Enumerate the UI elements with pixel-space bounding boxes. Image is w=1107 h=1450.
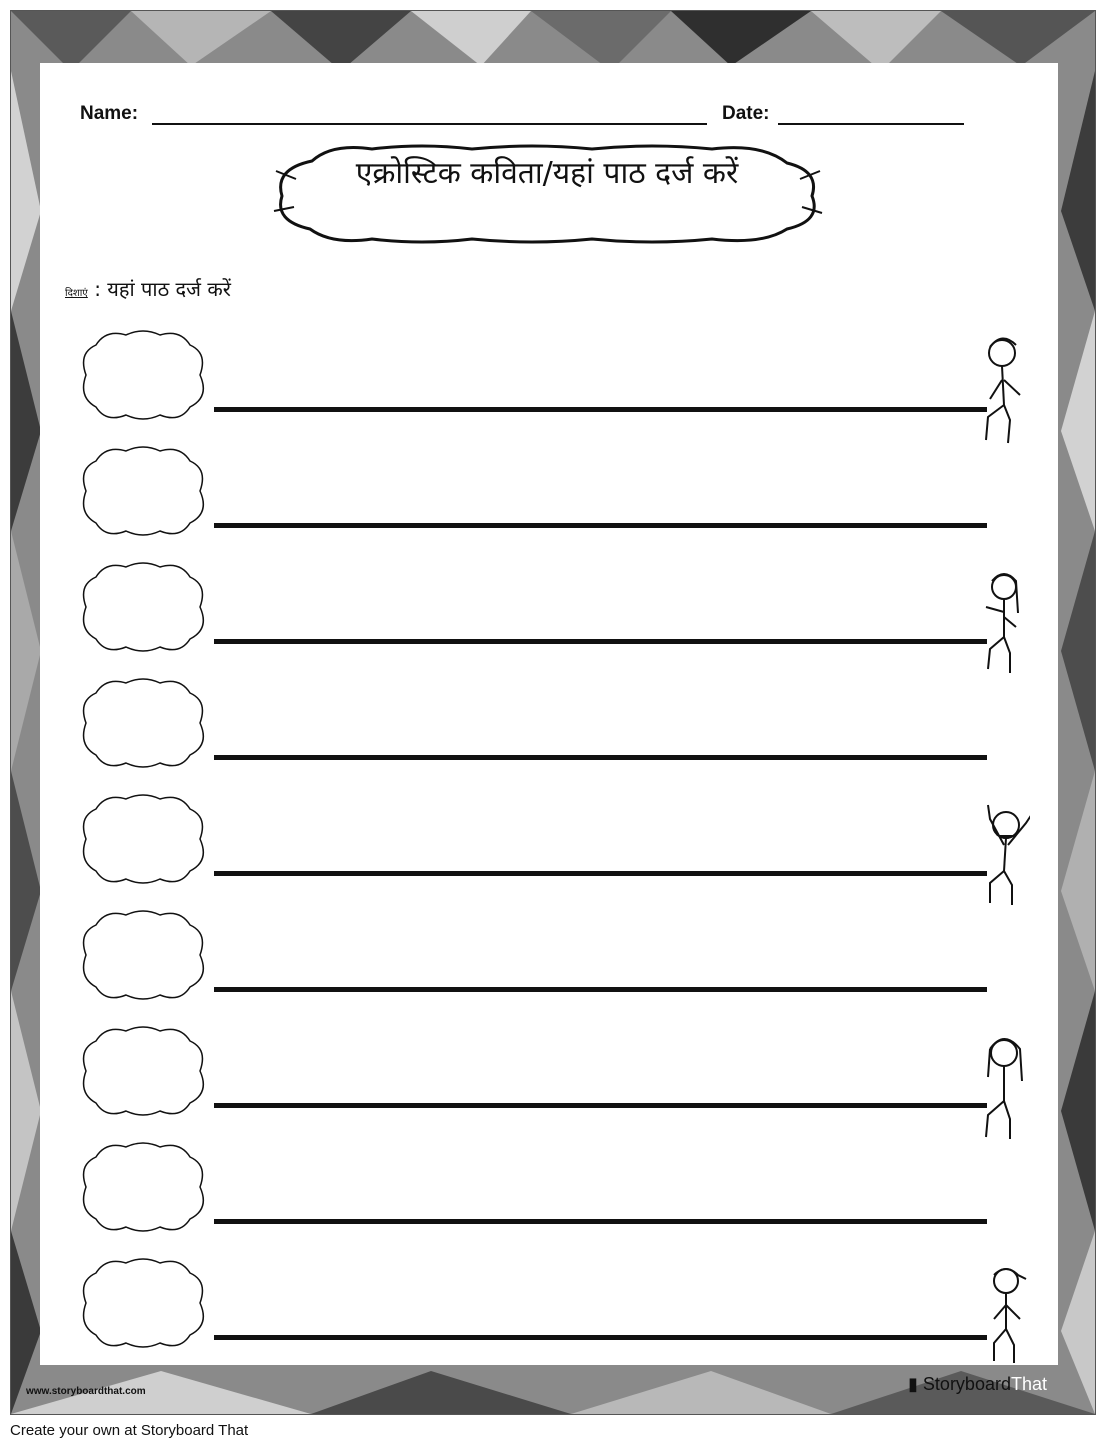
writing-line[interactable] xyxy=(214,1335,987,1340)
letter-cloud-box[interactable] xyxy=(76,325,210,425)
writing-line[interactable] xyxy=(214,639,987,644)
title-banner xyxy=(272,141,824,245)
writing-line[interactable] xyxy=(214,987,987,992)
acrostic-row xyxy=(40,441,1058,557)
stick-figure-girl-braid-sitting xyxy=(930,557,1030,687)
date-label: Date: xyxy=(722,103,770,124)
date-field-line[interactable] xyxy=(778,123,964,125)
stick-figure-boy-cheering xyxy=(930,789,1030,919)
acrostic-row xyxy=(40,325,1058,441)
logo-storyboard: Storyboard xyxy=(922,1374,1011,1394)
acrostic-row xyxy=(40,905,1058,1021)
logo-icon: ▮ xyxy=(908,1374,918,1394)
writing-line[interactable] xyxy=(214,755,987,760)
directions-text: : यहां पाठ दर्ज करें xyxy=(94,277,231,301)
letter-cloud-box[interactable] xyxy=(76,673,210,773)
stick-figure-girl-sitting xyxy=(930,325,1030,455)
directions xyxy=(65,275,231,302)
footer-url: www.storyboardthat.com xyxy=(26,1386,146,1397)
directions-label: दिशाएं xyxy=(65,288,88,299)
acrostic-row xyxy=(40,789,1058,905)
acrostic-row xyxy=(40,1137,1058,1253)
writing-line[interactable] xyxy=(214,1103,987,1108)
name-field-line[interactable] xyxy=(152,123,707,125)
acrostic-row xyxy=(40,1021,1058,1137)
letter-cloud-box[interactable] xyxy=(76,441,210,541)
writing-line[interactable] xyxy=(214,407,987,412)
letter-cloud-box[interactable] xyxy=(76,1137,210,1237)
writing-line[interactable] xyxy=(214,523,987,528)
letter-cloud-box[interactable] xyxy=(76,789,210,889)
writing-line[interactable] xyxy=(214,1219,987,1224)
worksheet-page xyxy=(40,63,1058,1365)
stick-figure-boy-cap xyxy=(930,1253,1030,1383)
letter-cloud-box[interactable] xyxy=(76,1021,210,1121)
logo-that: That xyxy=(1010,1374,1048,1394)
footer-caption: Create your own at Storyboard That xyxy=(10,1422,249,1439)
writing-line[interactable] xyxy=(214,871,987,876)
worksheet-title: एक्रोस्टिक कविता/यहां पाठ दर्ज करें xyxy=(355,156,739,191)
letter-cloud-box[interactable] xyxy=(76,1253,210,1353)
name-label: Name: xyxy=(80,103,139,124)
acrostic-row xyxy=(40,1253,1058,1369)
stick-figure-girl-long-hair xyxy=(930,1021,1030,1151)
storyboardthat-logo xyxy=(908,1374,1047,1398)
letter-cloud-box[interactable] xyxy=(76,905,210,1005)
acrostic-row xyxy=(40,557,1058,673)
acrostic-row xyxy=(40,673,1058,789)
header-row xyxy=(80,103,980,133)
letter-cloud-box[interactable] xyxy=(76,557,210,657)
